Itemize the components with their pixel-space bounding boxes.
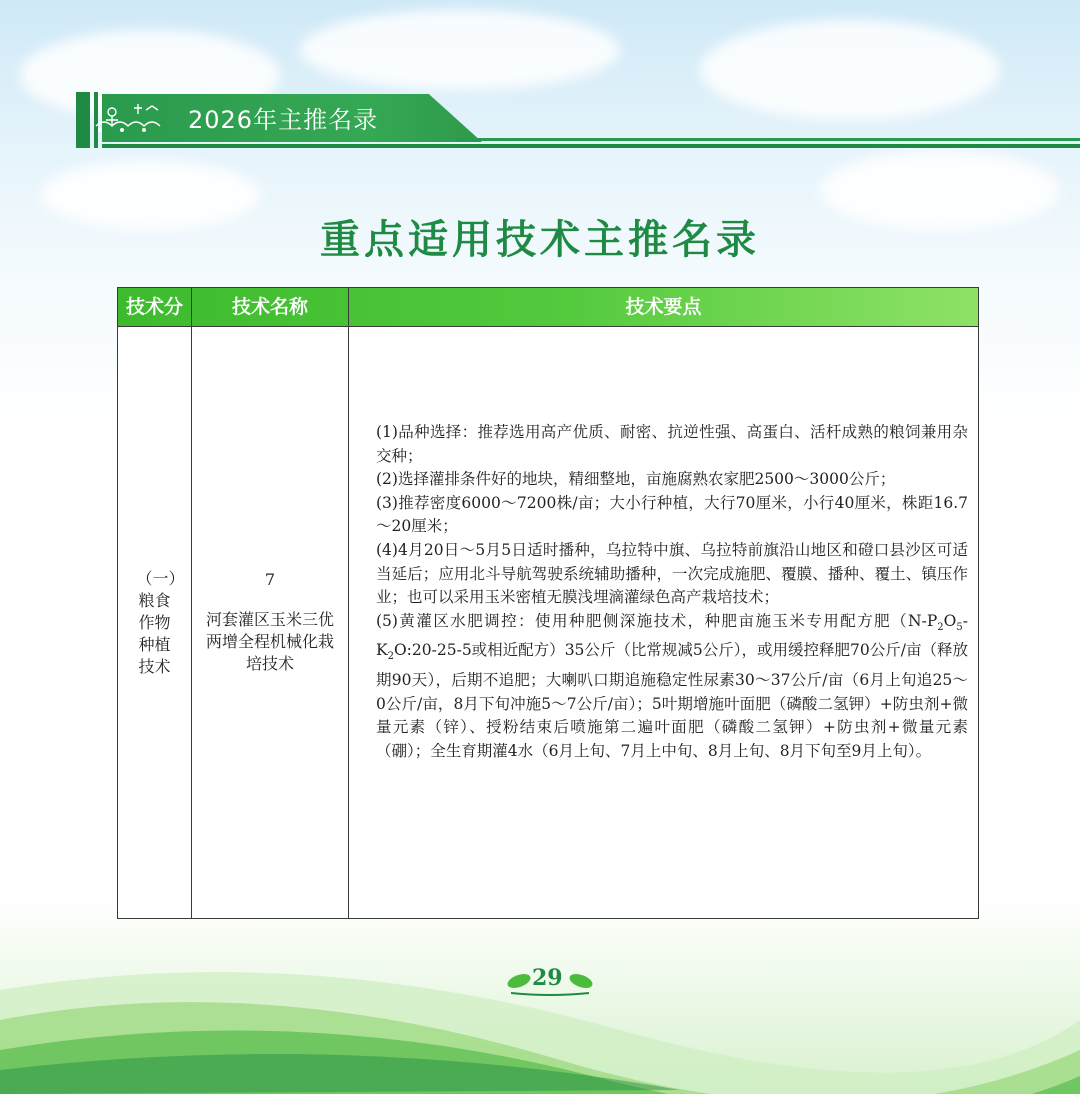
header-category: 技术分类: [125, 296, 183, 356]
point-2: (2)选择灌排条件好的地块，精细整地，亩施腐熟农家肥2500～3000公斤；: [376, 470, 896, 489]
header-points: 技术要点: [625, 296, 702, 318]
category-line: 作物: [138, 612, 171, 632]
page-number-badge: [505, 963, 595, 997]
point-5: (5)黄灌区水肥调控：使用种肥侧深施技术，种肥亩施玉米专用配方肥（$N-P_2O_5-K_2O:20-25-5$或相近配方）35公斤（比常规减5公斤），或用缓控释肥70公斤/亩（释放期90天），后期不追肥；大喇叭口期追施稳定性尿素30～37公斤/亩（6月上旬追25～0公斤/亩，8月下旬冲施5～7公斤/亩）；5叶期增施叶面肥（磷酸二氢钾）+防虫剂+微量元素（锌）、授粉结束后喷施第二遍叶面肥（磷酸二氢钾）+防虫剂+微量元素（硼）；全生育期灌4水（6月上旬、7月上中旬、8月上旬、8月下旬至9月上旬）。: [376, 611, 968, 760]
header-name: 技术名称: [231, 296, 308, 318]
category-line: （一）: [136, 568, 185, 588]
section-label: 2026年主推名录: [188, 106, 379, 134]
category-line: 技术: [138, 656, 171, 676]
tech-name: 河套灌区玉米三优两增全程机械化栽培技术: [205, 610, 334, 673]
point-4: (4)4月20日～5月5日适时播种，乌拉特中旗、乌拉特前旗沿山地区和磴口县沙区可适当延后；应用北斗导航驾驶系统辅助播种，一次完成施肥、覆膜、播种、覆土、镇压作业；也可以采用玉米密植无膜浅埋滴灌绿色高产栽培技术；: [376, 540, 968, 607]
tech-table: [117, 287, 979, 919]
tech-number: 7: [264, 570, 276, 589]
name-cell: [192, 327, 348, 918]
point-3: (3)推荐密度6000～7200株/亩；大小行种植，大行70厘米，小行40厘米，株距16.7～20厘米；: [376, 493, 968, 536]
page-number: 29: [532, 965, 563, 991]
banner-rule-upper: [456, 138, 1080, 141]
banner-rule: [102, 144, 1080, 148]
section-banner: [76, 92, 1080, 152]
point-1: (1)品种选择：推荐选用高产优质、耐密、抗逆性强、高蛋白、活杆成熟的粮饲兼用杂交种；: [376, 423, 968, 465]
category-cell: [118, 327, 191, 918]
page-title: 重点适用技术主推名录: [320, 217, 760, 263]
col-divider: [348, 288, 349, 918]
category-line: 种植: [138, 634, 171, 654]
farm-logo-icon: [82, 96, 182, 136]
category-line: 粮食: [138, 590, 171, 610]
points-cell: [376, 421, 968, 764]
table-header: [118, 288, 978, 356]
